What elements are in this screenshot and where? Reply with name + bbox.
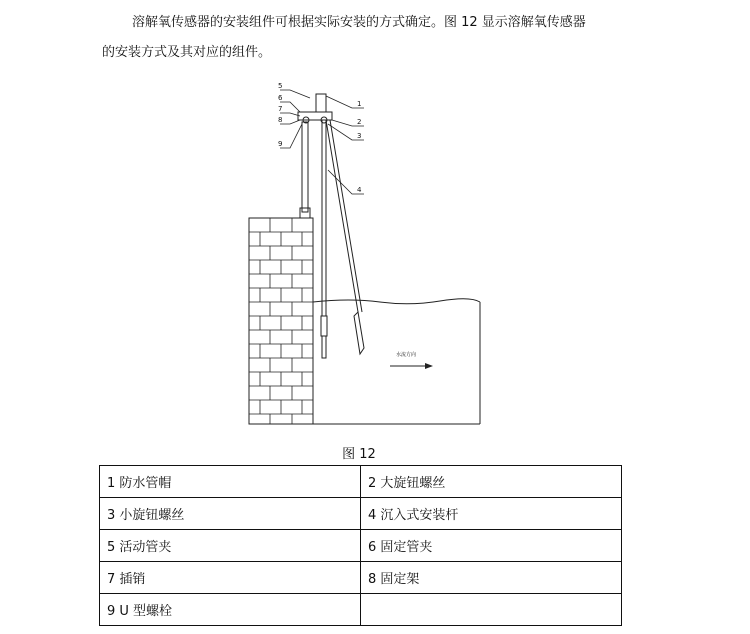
table-row [100, 530, 622, 562]
table-cell: 1 防水管帽 [100, 466, 361, 498]
flow-direction-label: 水流方向 [396, 352, 417, 358]
callout-4: 4 [357, 186, 362, 194]
callout-2: 2 [357, 118, 362, 126]
table-row [100, 498, 622, 530]
callout-5: 5 [278, 82, 283, 90]
flow-direction [390, 351, 433, 369]
figure-caption: 图 12 [342, 447, 376, 462]
installation-diagram [240, 80, 500, 440]
table-row [100, 466, 622, 498]
vertical-sensor-pole [321, 120, 327, 358]
angled-sensor-pole [326, 120, 364, 354]
table-cell: 4 沉入式安装杆 [361, 498, 622, 530]
table-cell: 6 固定管夹 [361, 530, 622, 562]
callouts-right [357, 100, 362, 194]
fixed-pipe [300, 122, 310, 218]
table-row [100, 562, 622, 594]
table-cell: 8 固定架 [361, 562, 622, 594]
water-body [313, 299, 480, 424]
table-row [100, 594, 622, 626]
mounting-bracket [298, 94, 332, 123]
callout-8: 8 [278, 116, 283, 124]
paragraph-line-2: 的安装方式及其对应的组件。 [102, 45, 272, 60]
callout-6: 6 [278, 94, 283, 102]
callouts-left [278, 82, 283, 148]
table-cell [361, 594, 622, 626]
table-cell: 5 活动管夹 [100, 530, 361, 562]
table-cell: 2 大旋钮螺丝 [361, 466, 622, 498]
callout-3: 3 [357, 132, 362, 140]
callout-9: 9 [278, 140, 283, 148]
table-cell: 9 U 型螺栓 [100, 594, 361, 626]
callout-7: 7 [278, 105, 283, 113]
parts-table [99, 465, 622, 626]
paragraph-line-1: 溶解氧传感器的安装组件可根据实际安装的方式确定。图 12 显示溶解氧传感器 [132, 15, 586, 30]
description-paragraph [102, 8, 642, 68]
table-cell: 7 插销 [100, 562, 361, 594]
brick-wall [249, 218, 313, 424]
table-cell: 3 小旋钮螺丝 [100, 498, 361, 530]
callout-1: 1 [357, 100, 362, 108]
